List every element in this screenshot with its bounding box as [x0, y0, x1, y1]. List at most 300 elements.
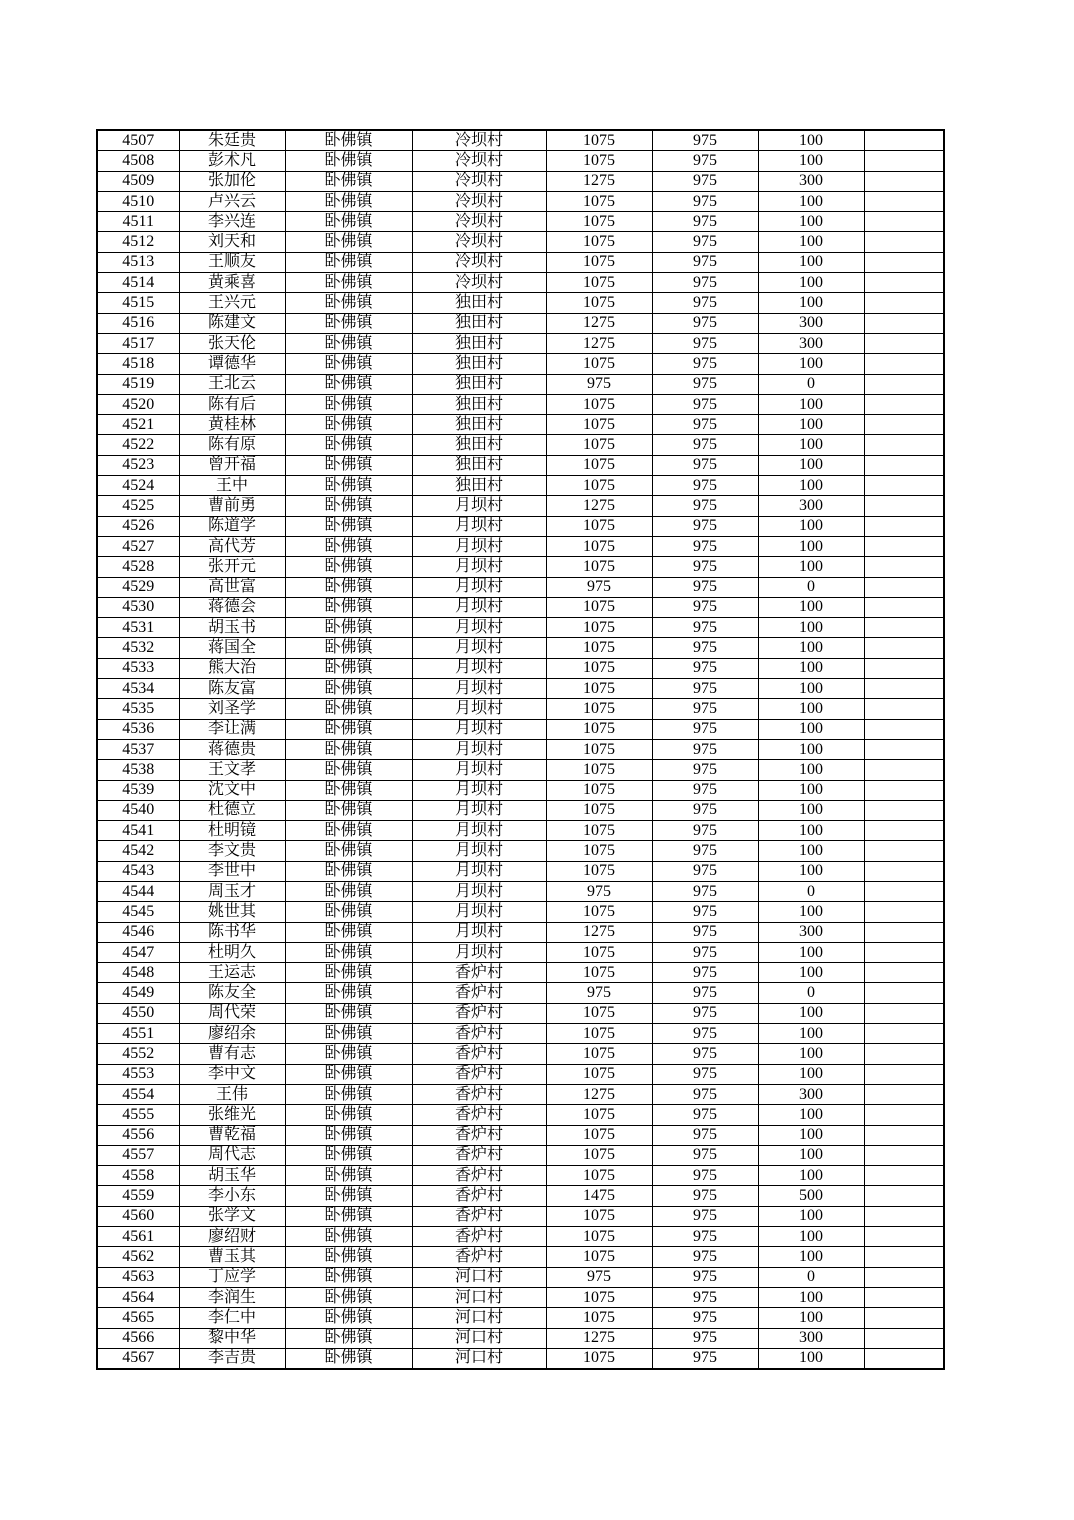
- row-number-cell: 4523: [97, 455, 179, 475]
- table-row: [97, 557, 944, 577]
- table-row: [97, 1308, 944, 1328]
- row-number-cell: 4518: [97, 354, 179, 374]
- amount-cell: 1075: [546, 800, 652, 820]
- name-cell: 蒋德会: [179, 597, 285, 617]
- amount-cell: 1075: [546, 293, 652, 313]
- village-cell: 月坝村: [412, 658, 546, 678]
- row-number-cell: 4536: [97, 719, 179, 739]
- table-row: [97, 273, 944, 293]
- difference-cell: 100: [758, 780, 864, 800]
- row-number-cell: 4550: [97, 1003, 179, 1023]
- row-number-cell: 4529: [97, 577, 179, 597]
- note-cell: [864, 354, 944, 374]
- table-row: [97, 130, 944, 151]
- amount-cell: 1075: [546, 455, 652, 475]
- name-cell: 廖绍余: [179, 1024, 285, 1044]
- amount-cell: 1075: [546, 1044, 652, 1064]
- village-cell: 香炉村: [412, 1084, 546, 1104]
- amount-cell: 1075: [546, 1308, 652, 1328]
- base-cell: 975: [652, 557, 758, 577]
- village-cell: 月坝村: [412, 739, 546, 759]
- difference-cell: 100: [758, 963, 864, 983]
- name-cell: 曾开福: [179, 455, 285, 475]
- difference-cell: 100: [758, 942, 864, 962]
- table-row: [97, 313, 944, 333]
- name-cell: 李兴连: [179, 212, 285, 232]
- base-cell: 975: [652, 841, 758, 861]
- row-number-cell: 4562: [97, 1247, 179, 1267]
- note-cell: [864, 232, 944, 252]
- table-row: [97, 1186, 944, 1206]
- difference-cell: 100: [758, 516, 864, 536]
- table-row: [97, 719, 944, 739]
- base-cell: 975: [652, 151, 758, 171]
- town-cell: 卧佛镇: [285, 942, 412, 962]
- note-cell: [864, 394, 944, 414]
- difference-cell: 100: [758, 760, 864, 780]
- row-number-cell: 4540: [97, 800, 179, 820]
- row-number-cell: 4522: [97, 435, 179, 455]
- amount-cell: 1075: [546, 1145, 652, 1165]
- base-cell: 975: [652, 1227, 758, 1247]
- name-cell: 胡玉华: [179, 1166, 285, 1186]
- base-cell: 975: [652, 212, 758, 232]
- difference-cell: 100: [758, 394, 864, 414]
- village-cell: 香炉村: [412, 1186, 546, 1206]
- name-cell: 李世中: [179, 861, 285, 881]
- base-cell: 975: [652, 922, 758, 942]
- town-cell: 卧佛镇: [285, 1084, 412, 1104]
- row-number-cell: 4543: [97, 861, 179, 881]
- base-cell: 975: [652, 1084, 758, 1104]
- row-number-cell: 4519: [97, 374, 179, 394]
- village-cell: 香炉村: [412, 1227, 546, 1247]
- row-number-cell: 4537: [97, 739, 179, 759]
- note-cell: [864, 1287, 944, 1307]
- village-cell: 独田村: [412, 394, 546, 414]
- difference-cell: 100: [758, 536, 864, 556]
- amount-cell: 1075: [546, 1227, 652, 1247]
- table-row: [97, 435, 944, 455]
- base-cell: 975: [652, 577, 758, 597]
- difference-cell: 0: [758, 881, 864, 901]
- name-cell: 黄桂林: [179, 415, 285, 435]
- village-cell: 冷坝村: [412, 171, 546, 191]
- amount-cell: 1075: [546, 435, 652, 455]
- name-cell: 高世富: [179, 577, 285, 597]
- village-cell: 月坝村: [412, 638, 546, 658]
- difference-cell: 100: [758, 1227, 864, 1247]
- name-cell: 张天伦: [179, 333, 285, 353]
- base-cell: 975: [652, 394, 758, 414]
- village-cell: 河口村: [412, 1308, 546, 1328]
- name-cell: 杜德立: [179, 800, 285, 820]
- amount-cell: 1075: [546, 557, 652, 577]
- village-cell: 冷坝村: [412, 151, 546, 171]
- name-cell: 王顺友: [179, 252, 285, 272]
- note-cell: [864, 719, 944, 739]
- note-cell: [864, 1227, 944, 1247]
- difference-cell: 100: [758, 1003, 864, 1023]
- name-cell: 曹乾福: [179, 1125, 285, 1145]
- difference-cell: 100: [758, 455, 864, 475]
- village-cell: 月坝村: [412, 821, 546, 841]
- difference-cell: 100: [758, 902, 864, 922]
- amount-cell: 975: [546, 983, 652, 1003]
- amount-cell: 1075: [546, 841, 652, 861]
- amount-cell: 1075: [546, 1105, 652, 1125]
- note-cell: [864, 1064, 944, 1084]
- village-cell: 独田村: [412, 313, 546, 333]
- note-cell: [864, 902, 944, 922]
- note-cell: [864, 1247, 944, 1267]
- note-cell: [864, 679, 944, 699]
- base-cell: 975: [652, 699, 758, 719]
- base-cell: 975: [652, 313, 758, 333]
- amount-cell: 1075: [546, 394, 652, 414]
- row-number-cell: 4521: [97, 415, 179, 435]
- base-cell: 975: [652, 1308, 758, 1328]
- name-cell: 李文贵: [179, 841, 285, 861]
- amount-cell: 975: [546, 881, 652, 901]
- table-row: [97, 232, 944, 252]
- table-row: [97, 942, 944, 962]
- amount-cell: 1075: [546, 1003, 652, 1023]
- amount-cell: 1075: [546, 739, 652, 759]
- amount-cell: 1075: [546, 1064, 652, 1084]
- row-number-cell: 4517: [97, 333, 179, 353]
- village-cell: 独田村: [412, 435, 546, 455]
- row-number-cell: 4544: [97, 881, 179, 901]
- town-cell: 卧佛镇: [285, 1287, 412, 1307]
- village-cell: 月坝村: [412, 861, 546, 881]
- village-cell: 独田村: [412, 333, 546, 353]
- town-cell: 卧佛镇: [285, 1328, 412, 1348]
- table-row: [97, 638, 944, 658]
- village-cell: 月坝村: [412, 902, 546, 922]
- name-cell: 王文孝: [179, 760, 285, 780]
- name-cell: 李吉贵: [179, 1348, 285, 1369]
- base-cell: 975: [652, 1064, 758, 1084]
- town-cell: 卧佛镇: [285, 313, 412, 333]
- town-cell: 卧佛镇: [285, 780, 412, 800]
- town-cell: 卧佛镇: [285, 516, 412, 536]
- amount-cell: 1275: [546, 922, 652, 942]
- amount-cell: 1275: [546, 1328, 652, 1348]
- row-number-cell: 4556: [97, 1125, 179, 1145]
- base-cell: 975: [652, 902, 758, 922]
- town-cell: 卧佛镇: [285, 1064, 412, 1084]
- village-cell: 香炉村: [412, 1105, 546, 1125]
- name-cell: 周代荣: [179, 1003, 285, 1023]
- note-cell: [864, 861, 944, 881]
- note-cell: [864, 1308, 944, 1328]
- table-row: [97, 1044, 944, 1064]
- town-cell: 卧佛镇: [285, 1024, 412, 1044]
- table-row: [97, 800, 944, 820]
- village-cell: 独田村: [412, 374, 546, 394]
- table-row: [97, 455, 944, 475]
- village-cell: 独田村: [412, 293, 546, 313]
- difference-cell: 100: [758, 861, 864, 881]
- village-cell: 月坝村: [412, 719, 546, 739]
- note-cell: [864, 333, 944, 353]
- town-cell: 卧佛镇: [285, 1247, 412, 1267]
- table-row: [97, 394, 944, 414]
- row-number-cell: 4524: [97, 476, 179, 496]
- difference-cell: 100: [758, 130, 864, 151]
- name-cell: 彭术凡: [179, 151, 285, 171]
- amount-cell: 1275: [546, 333, 652, 353]
- difference-cell: 300: [758, 171, 864, 191]
- town-cell: 卧佛镇: [285, 1267, 412, 1287]
- name-cell: 陈书华: [179, 922, 285, 942]
- town-cell: 卧佛镇: [285, 679, 412, 699]
- row-number-cell: 4527: [97, 536, 179, 556]
- difference-cell: 100: [758, 800, 864, 820]
- difference-cell: 100: [758, 618, 864, 638]
- amount-cell: 1075: [546, 658, 652, 678]
- village-cell: 香炉村: [412, 1206, 546, 1226]
- name-cell: 陈有后: [179, 394, 285, 414]
- name-cell: 周代志: [179, 1145, 285, 1165]
- name-cell: 陈建文: [179, 313, 285, 333]
- data-table: [96, 129, 945, 1370]
- base-cell: 975: [652, 354, 758, 374]
- base-cell: 975: [652, 293, 758, 313]
- town-cell: 卧佛镇: [285, 1206, 412, 1226]
- name-cell: 王中: [179, 476, 285, 496]
- note-cell: [864, 1186, 944, 1206]
- row-number-cell: 4508: [97, 151, 179, 171]
- town-cell: 卧佛镇: [285, 1308, 412, 1328]
- note-cell: [864, 1267, 944, 1287]
- name-cell: 杜明久: [179, 942, 285, 962]
- base-cell: 975: [652, 1003, 758, 1023]
- table-row: [97, 597, 944, 617]
- difference-cell: 300: [758, 496, 864, 516]
- row-number-cell: 4532: [97, 638, 179, 658]
- village-cell: 香炉村: [412, 1003, 546, 1023]
- town-cell: 卧佛镇: [285, 374, 412, 394]
- table-row: [97, 1166, 944, 1186]
- village-cell: 河口村: [412, 1267, 546, 1287]
- row-number-cell: 4534: [97, 679, 179, 699]
- row-number-cell: 4559: [97, 1186, 179, 1206]
- row-number-cell: 4528: [97, 557, 179, 577]
- amount-cell: 1275: [546, 313, 652, 333]
- base-cell: 975: [652, 679, 758, 699]
- name-cell: 陈友富: [179, 679, 285, 699]
- village-cell: 香炉村: [412, 1145, 546, 1165]
- row-number-cell: 4545: [97, 902, 179, 922]
- name-cell: 黄乘喜: [179, 273, 285, 293]
- name-cell: 杜明镜: [179, 821, 285, 841]
- town-cell: 卧佛镇: [285, 415, 412, 435]
- row-number-cell: 4549: [97, 983, 179, 1003]
- town-cell: 卧佛镇: [285, 658, 412, 678]
- amount-cell: 1075: [546, 130, 652, 151]
- town-cell: 卧佛镇: [285, 983, 412, 1003]
- base-cell: 975: [652, 455, 758, 475]
- note-cell: [864, 1166, 944, 1186]
- name-cell: 丁应学: [179, 1267, 285, 1287]
- base-cell: 975: [652, 516, 758, 536]
- difference-cell: 100: [758, 597, 864, 617]
- difference-cell: 100: [758, 1064, 864, 1084]
- town-cell: 卧佛镇: [285, 232, 412, 252]
- difference-cell: 100: [758, 252, 864, 272]
- row-number-cell: 4551: [97, 1024, 179, 1044]
- note-cell: [864, 1348, 944, 1369]
- table-row: [97, 1145, 944, 1165]
- table-row: [97, 191, 944, 211]
- name-cell: 蒋国全: [179, 638, 285, 658]
- village-cell: 冷坝村: [412, 130, 546, 151]
- base-cell: 975: [652, 739, 758, 759]
- base-cell: 975: [652, 618, 758, 638]
- table-row: [97, 1084, 944, 1104]
- note-cell: [864, 1105, 944, 1125]
- row-number-cell: 4554: [97, 1084, 179, 1104]
- town-cell: 卧佛镇: [285, 963, 412, 983]
- note-cell: [864, 273, 944, 293]
- row-number-cell: 4541: [97, 821, 179, 841]
- village-cell: 月坝村: [412, 516, 546, 536]
- difference-cell: 100: [758, 638, 864, 658]
- difference-cell: 100: [758, 841, 864, 861]
- name-cell: 李中文: [179, 1064, 285, 1084]
- base-cell: 975: [652, 252, 758, 272]
- amount-cell: 1075: [546, 273, 652, 293]
- difference-cell: 100: [758, 476, 864, 496]
- name-cell: 姚世其: [179, 902, 285, 922]
- row-number-cell: 4547: [97, 942, 179, 962]
- base-cell: 975: [652, 780, 758, 800]
- base-cell: 975: [652, 983, 758, 1003]
- note-cell: [864, 374, 944, 394]
- row-number-cell: 4535: [97, 699, 179, 719]
- difference-cell: 300: [758, 1084, 864, 1104]
- name-cell: 张维光: [179, 1105, 285, 1125]
- town-cell: 卧佛镇: [285, 496, 412, 516]
- difference-cell: 300: [758, 1328, 864, 1348]
- base-cell: 975: [652, 1328, 758, 1348]
- base-cell: 975: [652, 760, 758, 780]
- base-cell: 975: [652, 536, 758, 556]
- amount-cell: 1075: [546, 1125, 652, 1145]
- town-cell: 卧佛镇: [285, 881, 412, 901]
- base-cell: 975: [652, 800, 758, 820]
- note-cell: [864, 130, 944, 151]
- village-cell: 独田村: [412, 455, 546, 475]
- town-cell: 卧佛镇: [285, 618, 412, 638]
- difference-cell: 100: [758, 354, 864, 374]
- base-cell: 975: [652, 232, 758, 252]
- village-cell: 香炉村: [412, 1064, 546, 1084]
- village-cell: 冷坝村: [412, 252, 546, 272]
- row-number-cell: 4560: [97, 1206, 179, 1226]
- table-row: [97, 861, 944, 881]
- note-cell: [864, 171, 944, 191]
- difference-cell: 100: [758, 212, 864, 232]
- amount-cell: 1075: [546, 1247, 652, 1267]
- note-cell: [864, 922, 944, 942]
- amount-cell: 1075: [546, 902, 652, 922]
- difference-cell: 300: [758, 313, 864, 333]
- amount-cell: 1075: [546, 699, 652, 719]
- difference-cell: 100: [758, 1348, 864, 1369]
- difference-cell: 100: [758, 1308, 864, 1328]
- row-number-cell: 4510: [97, 191, 179, 211]
- table-row: [97, 151, 944, 171]
- town-cell: 卧佛镇: [285, 212, 412, 232]
- table-row: [97, 577, 944, 597]
- difference-cell: 100: [758, 557, 864, 577]
- row-number-cell: 4514: [97, 273, 179, 293]
- row-number-cell: 4566: [97, 1328, 179, 1348]
- town-cell: 卧佛镇: [285, 861, 412, 881]
- name-cell: 张开元: [179, 557, 285, 577]
- note-cell: [864, 415, 944, 435]
- village-cell: 香炉村: [412, 1024, 546, 1044]
- village-cell: 月坝村: [412, 557, 546, 577]
- base-cell: 975: [652, 496, 758, 516]
- town-cell: 卧佛镇: [285, 252, 412, 272]
- note-cell: [864, 942, 944, 962]
- base-cell: 975: [652, 597, 758, 617]
- note-cell: [864, 1145, 944, 1165]
- note-cell: [864, 1044, 944, 1064]
- town-cell: 卧佛镇: [285, 130, 412, 151]
- row-number-cell: 4516: [97, 313, 179, 333]
- amount-cell: 1075: [546, 1024, 652, 1044]
- name-cell: 曹前勇: [179, 496, 285, 516]
- table-row: [97, 496, 944, 516]
- difference-cell: 100: [758, 1206, 864, 1226]
- amount-cell: 1275: [546, 496, 652, 516]
- village-cell: 月坝村: [412, 841, 546, 861]
- base-cell: 975: [652, 130, 758, 151]
- note-cell: [864, 821, 944, 841]
- village-cell: 月坝村: [412, 679, 546, 699]
- name-cell: 曹玉其: [179, 1247, 285, 1267]
- table-row: [97, 658, 944, 678]
- base-cell: 975: [652, 273, 758, 293]
- town-cell: 卧佛镇: [285, 354, 412, 374]
- amount-cell: 1075: [546, 1287, 652, 1307]
- note-cell: [864, 496, 944, 516]
- amount-cell: 1075: [546, 942, 652, 962]
- note-cell: [864, 841, 944, 861]
- name-cell: 李让满: [179, 719, 285, 739]
- table-row: [97, 1125, 944, 1145]
- base-cell: 975: [652, 1044, 758, 1064]
- table-row: [97, 333, 944, 353]
- note-cell: [864, 1206, 944, 1226]
- village-cell: 月坝村: [412, 881, 546, 901]
- village-cell: 月坝村: [412, 496, 546, 516]
- difference-cell: 300: [758, 333, 864, 353]
- table-row: [97, 212, 944, 232]
- note-cell: [864, 760, 944, 780]
- amount-cell: 1075: [546, 354, 652, 374]
- difference-cell: 100: [758, 719, 864, 739]
- note-cell: [864, 516, 944, 536]
- note-cell: [864, 1084, 944, 1104]
- note-cell: [864, 536, 944, 556]
- difference-cell: 0: [758, 1267, 864, 1287]
